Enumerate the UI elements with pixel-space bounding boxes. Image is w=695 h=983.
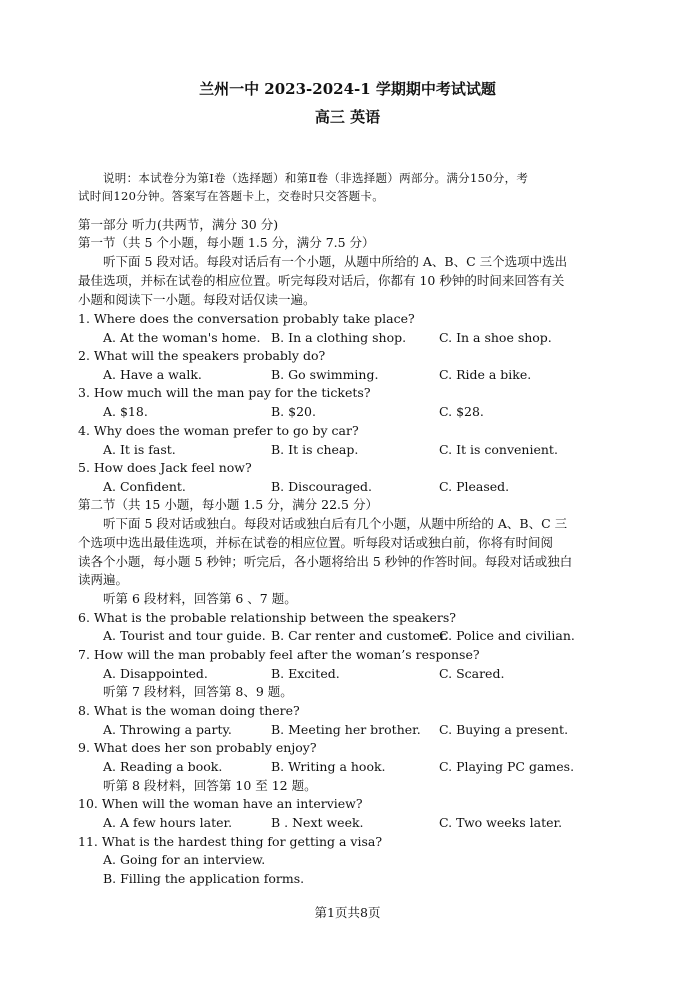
section1-instr-2: 最佳选项，并标在试卷的相应位置。听完每段对话后，你都有 10 秒钟的时间来回答有关 [78,273,565,288]
q10-option-a: A. A few hours later. [103,815,233,830]
q9-option-a: A. Reading a book. [103,759,223,774]
q5-option-b: B. Discouraged. [271,479,372,494]
q8-option-a: A. Throwing a party. [103,722,232,737]
section1-instr-3: 小题和阅读下一小题。每段对话仅读一遍。 [78,292,316,307]
section1-instr-1: 听下面 5 段对话。每段对话后有一个小题，从题中所给的 A、B、C 三个选项中选出 [103,254,568,269]
q2-stem: 2. What will the speakers probably do? [78,348,326,363]
section2-instr-2: 个选项中选出最佳选项，并标在试卷的相应位置。听每段对话或独白前，你将有时间阅 [78,535,554,550]
material-8-heading: 听第 8 段材料，回答第 10 至 12 题。 [103,778,317,793]
q1-stem: 1. Where does the conversation probably take place? [78,311,415,326]
section2-instr-3: 读各个小题，每小题 5 秒钟；听完后，各小题将给出 5 秒钟的作答时间。每段对话或独白 [78,554,573,569]
q9-stem: 9. What does her son probably enjoy? [78,740,317,755]
q6-option-b: B. Car renter and customer. [271,628,449,643]
q2-option-a: A. Have a walk. [103,367,202,382]
section2-instr-1: 听下面 5 段对话或独白。每段对话或独白后有几个小题，从题中所给的 A、B、C 三 [103,516,568,531]
q3-option-c: C. $28. [439,404,484,419]
q4-option-c: C. It is convenient. [439,442,558,457]
q1-option-a: A. At the woman's home. [103,330,261,345]
note-line-1: 说明：本试卷分为第Ⅰ卷（选择题）和第Ⅱ卷（非选择题）两部分。满分150分，考 [103,171,529,185]
q2-option-c: C. Ride a bike. [439,367,532,382]
q7-option-c: C. Scared. [439,666,505,681]
material-7-heading: 听第 7 段材料，回答第 8、9 题。 [103,684,293,699]
q11-option-b: B. Filling the application forms. [103,871,305,886]
q9-option-c: C. Playing PC games. [439,759,575,774]
q4-option-a: A. It is fast. [103,442,176,457]
q10-stem: 10. When will the woman have an interview? [78,796,363,811]
q11-stem: 11. What is the hardest thing for getting a visa? [78,834,383,849]
note-line-2: 试时间120分钟。答案写在答题卡上，交卷时只交答题卡。 [78,189,385,203]
q5-option-a: A. Confident. [103,479,186,494]
section2-instr-4: 读两遍。 [78,572,129,587]
q3-option-b: B. $20. [271,404,316,419]
q7-option-b: B. Excited. [271,666,340,681]
q11-option-a: A. Going for an interview. [103,852,266,867]
q2-option-b: B. Go swimming. [271,367,379,382]
q5-stem: 5. How does Jack feel now? [78,460,252,475]
q10-option-c: C. Two weeks later. [439,815,563,830]
q4-stem: 4. Why does the woman prefer to go by car? [78,423,359,438]
q1-option-c: C. In a shoe shop. [439,330,552,345]
q7-option-a: A. Disappointed. [103,666,208,681]
q9-option-b: B. Writing a hook. [271,759,386,774]
section1-heading: 第一节（共 5 个小题，每小题 1.5 分，满分 7.5 分） [78,235,375,250]
q4-option-b: B. It is cheap. [271,442,359,457]
q6-option-a: A. Tourist and tour guide. [103,628,266,643]
q10-option-b: B . Next week. [271,815,364,830]
q8-option-b: B. Meeting her brother. [271,722,421,737]
part1-heading: 第一部分 听力(共两节，满分 30 分) [78,217,279,232]
page-footer: 第1页共8页 [314,905,381,920]
q5-option-c: C. Pleased. [439,479,510,494]
q7-stem: 7. How will the man probably feel after the woman’s response? [78,647,480,662]
q8-stem: 8. What is the woman doing there? [78,703,300,718]
q1-option-b: B. In a clothing shop. [271,330,407,345]
exam-subtitle: 高三 英语 [314,108,381,126]
q6-option-c: C. Police and civilian. [439,628,575,643]
q3-option-a: A. $18. [103,404,148,419]
exam-title: 兰州一中 2023-2024-1 学期期中考试试题 [199,80,496,98]
q6-stem: 6. What is the probable relationship between the speakers? [78,610,456,625]
material-6-heading: 听第 6 段材料，回答第 6 、7 题。 [103,591,297,606]
section2-heading: 第二节（共 15 小题，每小题 1.5 分，满分 22.5 分） [78,497,378,512]
q3-stem: 3. How much will the man pay for the tickets? [78,385,371,400]
q8-option-c: C. Buying a present. [439,722,569,737]
